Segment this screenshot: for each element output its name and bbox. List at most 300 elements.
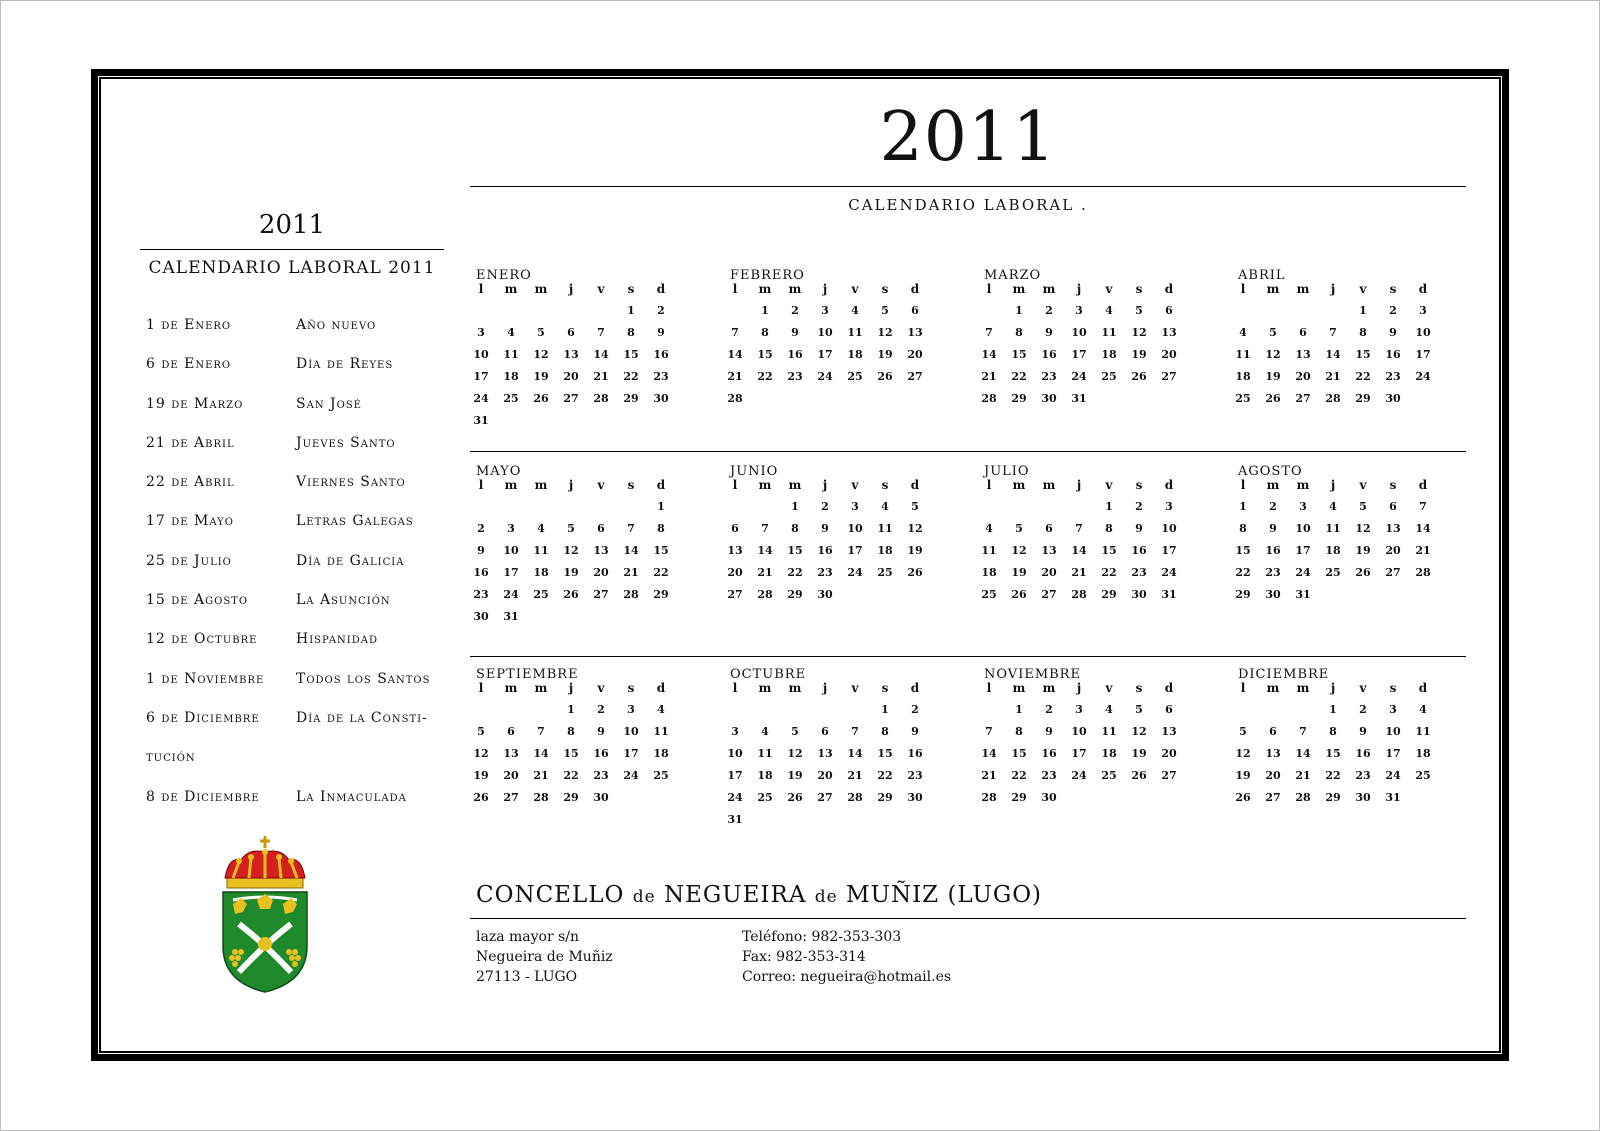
day-cell: 8 — [881, 725, 889, 738]
day-cell: 7 — [761, 522, 769, 535]
day-cell: 22 — [877, 769, 893, 782]
day-cell: 6 — [731, 522, 739, 535]
day-cell: 28 — [1415, 566, 1431, 579]
day-cell: 1 — [1239, 500, 1247, 513]
month-name: JULIO — [984, 464, 1030, 479]
day-cell: 12 — [877, 326, 893, 339]
weekday-label: v — [851, 282, 859, 296]
day-cell: 4 — [881, 500, 889, 513]
weekday-label: l — [986, 282, 992, 296]
weekday-label: d — [656, 681, 666, 695]
day-cell: 9 — [1359, 725, 1367, 738]
weekday-label: v — [1359, 681, 1367, 695]
day-cell: 15 — [1355, 348, 1371, 361]
day-cell: 29 — [623, 392, 639, 405]
weekday-label: m — [1296, 681, 1310, 695]
day-cell: 20 — [907, 348, 923, 361]
day-cell: 14 — [1071, 544, 1087, 557]
day-cell: 15 — [653, 544, 669, 557]
weekday-label: m — [788, 282, 802, 296]
month-name: MAYO — [476, 464, 522, 479]
day-cell: 13 — [727, 544, 743, 557]
day-cell: 8 — [1105, 522, 1113, 535]
day-cell: 8 — [761, 326, 769, 339]
day-cell: 6 — [1165, 703, 1173, 716]
day-cell: 18 — [1415, 747, 1431, 760]
day-cell: 21 — [1325, 370, 1341, 383]
weekday-label: j — [1330, 478, 1336, 492]
day-cell: 20 — [1385, 544, 1401, 557]
month-name: NOVIEMBRE — [984, 667, 1081, 682]
weekday-label: j — [568, 282, 574, 296]
holiday-date: 12 de Octubre — [146, 631, 258, 648]
sidebar-rule — [140, 249, 444, 250]
day-cell: 29 — [1235, 588, 1251, 601]
weekday-label: l — [1240, 282, 1246, 296]
day-cell: 28 — [757, 588, 773, 601]
day-cell: 17 — [473, 370, 489, 383]
day-cell: 13 — [1161, 725, 1177, 738]
day-cell: 3 — [851, 500, 859, 513]
day-cell: 18 — [503, 370, 519, 383]
day-cell: 19 — [1355, 544, 1371, 557]
concello-word: CONCELLO — [476, 882, 625, 908]
holiday-row — [146, 513, 446, 552]
holiday-row — [146, 553, 446, 592]
day-cell: 9 — [657, 326, 665, 339]
holiday-row — [146, 435, 446, 474]
day-cell: 18 — [653, 747, 669, 760]
day-cell: 25 — [533, 588, 549, 601]
day-cell: 5 — [1359, 500, 1367, 513]
day-cell: 1 — [1105, 500, 1113, 513]
day-cell: 12 — [1131, 725, 1147, 738]
day-cell: 20 — [817, 769, 833, 782]
day-cell: 10 — [1385, 725, 1401, 738]
day-cell: 25 — [653, 769, 669, 782]
day-cell: 24 — [1161, 566, 1177, 579]
day-cell: 19 — [907, 544, 923, 557]
day-cell: 10 — [1295, 522, 1311, 535]
day-cell: 3 — [627, 703, 635, 716]
day-cell: 30 — [907, 791, 923, 804]
concello-word: de — [632, 887, 656, 907]
weekday-label: d — [1418, 478, 1428, 492]
day-cell: 4 — [507, 326, 515, 339]
weekday-label: s — [627, 681, 635, 695]
weekday-label: l — [1240, 681, 1246, 695]
weekday-label: s — [627, 478, 635, 492]
day-cell: 13 — [593, 544, 609, 557]
day-cell: 25 — [1415, 769, 1431, 782]
day-cell: 9 — [597, 725, 605, 738]
day-cell: 9 — [1045, 725, 1053, 738]
coat-of-arms-icon — [219, 834, 311, 994]
day-cell: 17 — [503, 566, 519, 579]
day-cell: 2 — [1135, 500, 1143, 513]
day-cell: 4 — [761, 725, 769, 738]
weekday-label: d — [656, 478, 666, 492]
day-cell: 16 — [593, 747, 609, 760]
day-cell: 20 — [1265, 769, 1281, 782]
day-cell: 1 — [761, 304, 769, 317]
day-cell: 7 — [851, 725, 859, 738]
weekday-label: s — [1389, 681, 1397, 695]
holiday-name: Viernes Santo — [296, 474, 406, 491]
day-cell: 12 — [1011, 544, 1027, 557]
day-cell: 21 — [981, 769, 997, 782]
weekday-label: l — [478, 282, 484, 296]
day-cell: 10 — [1161, 522, 1177, 535]
day-cell: 23 — [1041, 769, 1057, 782]
day-cell: 26 — [1131, 769, 1147, 782]
weekday-label: m — [1042, 282, 1056, 296]
day-cell: 22 — [1235, 566, 1251, 579]
month-name: OCTUBRE — [730, 667, 807, 682]
weekday-label: m — [534, 282, 548, 296]
day-cell: 17 — [1071, 747, 1087, 760]
day-cell: 1 — [1359, 304, 1367, 317]
day-cell: 30 — [1265, 588, 1281, 601]
contact-block — [742, 927, 951, 987]
day-cell: 9 — [1389, 326, 1397, 339]
day-cell: 30 — [1041, 791, 1057, 804]
weekday-label: l — [478, 478, 484, 492]
sidebar-subtitle: CALENDARIO LABORAL 2011 — [148, 258, 436, 278]
day-cell: 14 — [757, 544, 773, 557]
day-cell: 31 — [1161, 588, 1177, 601]
day-cell: 10 — [817, 326, 833, 339]
day-cell: 28 — [593, 392, 609, 405]
day-cell: 15 — [1011, 348, 1027, 361]
day-cell: 11 — [981, 544, 997, 557]
day-cell: 17 — [1385, 747, 1401, 760]
day-cell: 15 — [623, 348, 639, 361]
day-cell: 26 — [1355, 566, 1371, 579]
month-name: SEPTIEMBRE — [476, 667, 579, 682]
day-cell: 28 — [981, 791, 997, 804]
day-cell: 21 — [593, 370, 609, 383]
weekday-label: s — [881, 478, 889, 492]
holiday-name: Todos los Santos — [296, 670, 431, 687]
day-cell: 26 — [533, 392, 549, 405]
day-cell: 1 — [627, 304, 635, 317]
day-cell: 28 — [1325, 392, 1341, 405]
day-cell: 29 — [1355, 392, 1371, 405]
day-cell: 8 — [1329, 725, 1337, 738]
day-cell: 3 — [507, 522, 515, 535]
day-cell: 20 — [593, 566, 609, 579]
day-cell: 17 — [1295, 544, 1311, 557]
day-cell: 16 — [1355, 747, 1371, 760]
day-cell: 31 — [503, 610, 519, 623]
day-cell: 2 — [597, 703, 605, 716]
day-cell: 25 — [981, 588, 997, 601]
weekday-label: s — [1389, 478, 1397, 492]
day-cell: 19 — [1235, 769, 1251, 782]
day-cell: 5 — [881, 304, 889, 317]
weekday-label: d — [910, 282, 920, 296]
day-cell: 18 — [533, 566, 549, 579]
day-cell: 23 — [1265, 566, 1281, 579]
weekday-label: j — [1076, 282, 1082, 296]
day-cell: 28 — [623, 588, 639, 601]
day-cell: 16 — [473, 566, 489, 579]
day-cell: 2 — [1045, 304, 1053, 317]
day-cell: 24 — [1415, 370, 1431, 383]
day-cell: 29 — [1011, 791, 1027, 804]
day-cell: 19 — [533, 370, 549, 383]
day-cell: 6 — [597, 522, 605, 535]
address-line: Negueira de Muñiz — [476, 949, 613, 965]
day-cell: 13 — [1295, 348, 1311, 361]
day-cell: 11 — [1101, 326, 1117, 339]
day-cell: 27 — [907, 370, 923, 383]
day-cell: 13 — [1041, 544, 1057, 557]
concello-word: de — [814, 887, 838, 907]
day-cell: 26 — [1265, 392, 1281, 405]
day-cell: 27 — [1295, 392, 1311, 405]
day-cell: 27 — [503, 791, 519, 804]
day-cell: 7 — [1299, 725, 1307, 738]
day-cell: 5 — [1135, 703, 1143, 716]
weekday-label: v — [1105, 478, 1113, 492]
day-cell: 8 — [627, 326, 635, 339]
day-cell: 6 — [507, 725, 515, 738]
day-cell: 16 — [1265, 544, 1281, 557]
day-cell: 24 — [847, 566, 863, 579]
day-cell: 30 — [1385, 392, 1401, 405]
weekday-label: m — [534, 478, 548, 492]
day-cell: 6 — [567, 326, 575, 339]
weekday-label: m — [788, 681, 802, 695]
holiday-date: tución — [146, 749, 196, 766]
weekday-label: m — [504, 681, 518, 695]
day-cell: 5 — [911, 500, 919, 513]
holiday-row — [146, 356, 446, 395]
weekday-label: l — [732, 681, 738, 695]
day-cell: 25 — [503, 392, 519, 405]
day-cell: 10 — [503, 544, 519, 557]
day-cell: 20 — [1041, 566, 1057, 579]
day-cell: 10 — [1415, 326, 1431, 339]
weekday-label: d — [1164, 282, 1174, 296]
day-cell: 23 — [1385, 370, 1401, 383]
day-cell: 11 — [1101, 725, 1117, 738]
weekday-label: m — [758, 282, 772, 296]
day-cell: 22 — [757, 370, 773, 383]
day-cell: 28 — [1295, 791, 1311, 804]
day-cell: 1 — [1329, 703, 1337, 716]
holiday-row — [146, 710, 446, 749]
weekday-label: m — [504, 282, 518, 296]
holiday-row — [146, 317, 446, 356]
weekday-label: j — [568, 681, 574, 695]
weekday-label: j — [822, 478, 828, 492]
day-cell: 22 — [787, 566, 803, 579]
weekday-label: s — [1135, 282, 1143, 296]
day-cell: 5 — [1015, 522, 1023, 535]
day-cell: 21 — [981, 370, 997, 383]
day-cell: 18 — [847, 348, 863, 361]
day-cell: 24 — [473, 392, 489, 405]
day-cell: 4 — [985, 522, 993, 535]
day-cell: 29 — [1325, 791, 1341, 804]
day-cell: 3 — [1299, 500, 1307, 513]
day-cell: 1 — [567, 703, 575, 716]
holiday-row — [146, 631, 446, 670]
weekday-label: s — [1135, 478, 1143, 492]
day-cell: 25 — [757, 791, 773, 804]
day-cell: 14 — [623, 544, 639, 557]
day-cell: 21 — [533, 769, 549, 782]
weekday-label: j — [822, 681, 828, 695]
day-cell: 11 — [533, 544, 549, 557]
weekday-label: s — [881, 282, 889, 296]
day-cell: 14 — [1325, 348, 1341, 361]
holiday-row — [146, 396, 446, 435]
day-cell: 24 — [1295, 566, 1311, 579]
day-cell: 1 — [881, 703, 889, 716]
day-cell: 14 — [533, 747, 549, 760]
day-cell: 23 — [653, 370, 669, 383]
day-cell: 11 — [1325, 522, 1341, 535]
day-cell: 16 — [1131, 544, 1147, 557]
holiday-date: 6 de Enero — [146, 356, 232, 373]
day-cell: 2 — [1359, 703, 1367, 716]
weekday-label: s — [1135, 681, 1143, 695]
weekday-label: d — [1164, 478, 1174, 492]
day-cell: 13 — [817, 747, 833, 760]
day-cell: 28 — [533, 791, 549, 804]
email-text: Correo: negueira@hotmail.es — [742, 969, 952, 985]
day-cell: 16 — [1041, 348, 1057, 361]
day-cell: 11 — [1235, 348, 1251, 361]
day-cell: 9 — [477, 544, 485, 557]
day-cell: 22 — [1325, 769, 1341, 782]
day-cell: 19 — [877, 348, 893, 361]
holiday-name: Día de la Consti- — [296, 709, 428, 726]
weekday-label: v — [1105, 681, 1113, 695]
day-cell: 3 — [1419, 304, 1427, 317]
day-cell: 23 — [473, 588, 489, 601]
concello-word: NEGUEIRA — [663, 882, 807, 908]
day-cell: 16 — [1385, 348, 1401, 361]
day-cell: 17 — [623, 747, 639, 760]
day-cell: 1 — [657, 500, 665, 513]
holiday-name: Letras Galegas — [296, 513, 414, 530]
day-cell: 19 — [563, 566, 579, 579]
day-cell: 28 — [981, 392, 997, 405]
day-cell: 12 — [1131, 326, 1147, 339]
day-cell: 22 — [1011, 769, 1027, 782]
day-cell: 14 — [727, 348, 743, 361]
day-cell: 27 — [1161, 370, 1177, 383]
day-cell: 21 — [757, 566, 773, 579]
holiday-row — [146, 592, 446, 631]
day-cell: 23 — [817, 566, 833, 579]
weekday-label: m — [1042, 478, 1056, 492]
weekday-label: m — [1012, 681, 1026, 695]
day-cell: 24 — [623, 769, 639, 782]
weekday-label: l — [986, 681, 992, 695]
weekday-label: d — [910, 478, 920, 492]
day-cell: 30 — [817, 588, 833, 601]
day-cell: 11 — [877, 522, 893, 535]
day-cell: 21 — [1415, 544, 1431, 557]
day-cell: 13 — [1265, 747, 1281, 760]
day-cell: 13 — [1385, 522, 1401, 535]
day-cell: 22 — [563, 769, 579, 782]
holiday-name: Jueves Santo — [296, 434, 396, 451]
weekday-label: m — [1296, 478, 1310, 492]
weekday-label: j — [1330, 681, 1336, 695]
day-cell: 4 — [1329, 500, 1337, 513]
day-cell: 10 — [727, 747, 743, 760]
day-cell: 21 — [727, 370, 743, 383]
day-cell: 31 — [473, 414, 489, 427]
day-cell: 23 — [1041, 370, 1057, 383]
day-cell: 16 — [907, 747, 923, 760]
day-cell: 12 — [533, 348, 549, 361]
day-cell: 18 — [1101, 747, 1117, 760]
day-cell: 27 — [563, 392, 579, 405]
day-cell: 26 — [1131, 370, 1147, 383]
weekday-label: v — [1359, 282, 1367, 296]
phone-text: Teléfono: 982-353-303 — [742, 929, 902, 945]
day-cell: 13 — [563, 348, 579, 361]
day-cell: 27 — [1385, 566, 1401, 579]
weekday-label: d — [1418, 282, 1428, 296]
weekday-label: v — [597, 282, 605, 296]
day-cell: 12 — [1235, 747, 1251, 760]
day-cell: 20 — [1295, 370, 1311, 383]
holiday-date: 8 de Diciembre — [146, 788, 260, 805]
weekday-label: l — [732, 282, 738, 296]
day-cell: 20 — [727, 566, 743, 579]
day-cell: 18 — [757, 769, 773, 782]
weekday-label: m — [1266, 282, 1280, 296]
day-cell: 3 — [1075, 703, 1083, 716]
day-cell: 8 — [567, 725, 575, 738]
day-cell: 7 — [1419, 500, 1427, 513]
day-cell: 18 — [1325, 544, 1341, 557]
day-cell: 30 — [473, 610, 489, 623]
day-cell: 5 — [1135, 304, 1143, 317]
day-cell: 25 — [1101, 769, 1117, 782]
holiday-date: 17 de Mayo — [146, 513, 234, 530]
day-cell: 17 — [1161, 544, 1177, 557]
day-cell: 3 — [1075, 304, 1083, 317]
day-cell: 6 — [821, 725, 829, 738]
row-divider — [470, 656, 1466, 657]
day-cell: 16 — [787, 348, 803, 361]
weekday-label: m — [1266, 478, 1280, 492]
day-cell: 27 — [1041, 588, 1057, 601]
day-cell: 11 — [503, 348, 519, 361]
day-cell: 26 — [473, 791, 489, 804]
day-cell: 22 — [1355, 370, 1371, 383]
day-cell: 19 — [1131, 348, 1147, 361]
weekday-label: s — [881, 681, 889, 695]
holiday-name: San José — [296, 395, 362, 412]
day-cell: 14 — [981, 747, 997, 760]
day-cell: 20 — [1161, 747, 1177, 760]
day-cell: 19 — [1011, 566, 1027, 579]
day-cell: 5 — [537, 326, 545, 339]
day-cell: 8 — [1015, 725, 1023, 738]
day-cell: 10 — [1071, 725, 1087, 738]
